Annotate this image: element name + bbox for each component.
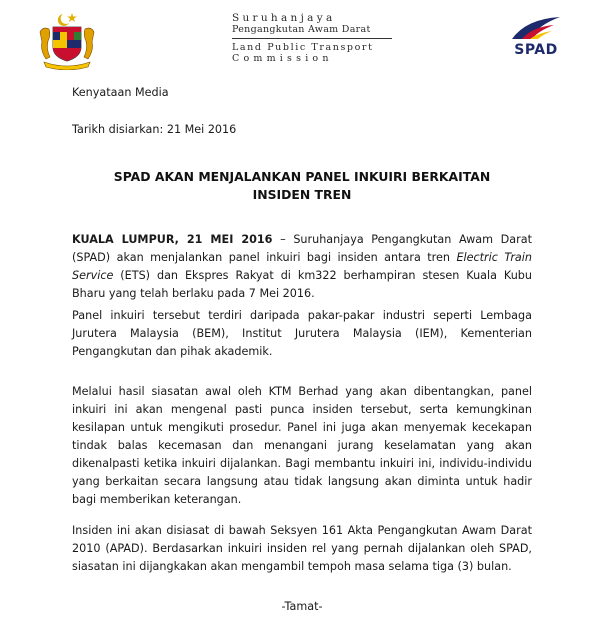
dateline: KUALA LUMPUR, 21 MEI 2016 bbox=[72, 233, 273, 246]
letterhead-line-4: Commission bbox=[232, 53, 333, 64]
letterhead bbox=[232, 12, 402, 64]
paragraph-1-text-a: – Suruhanjaya Pengangkutan Awam Darat (SPAD) akan menjalankan panel inkuiri bagi insiden antara tren bbox=[72, 233, 532, 264]
title-line-2: INSIDEN TREN bbox=[252, 187, 352, 202]
paragraph-1-text-b: (ETS) dan Ekspres Rakyat di km322 berhampiran stesen Kuala Kubu Bharu yang telah berlaku pada 7 Mei 2016. bbox=[72, 269, 532, 300]
letterhead-line-2: Pengangkutan Awam Darat bbox=[232, 24, 371, 35]
paragraph-4: Insiden ini akan disiasat di bawah Seksyen 161 Akta Pengangkutan Awam Darat 2010 (APAD). Berdasarkan inkuiri insiden rel yang pernah dijalankan oleh SPAD, siasatan ini dijangkakan akan mengambil tempoh masa selama tiga (3) bulan. bbox=[72, 524, 532, 573]
end-marker: -Tamat- bbox=[281, 600, 323, 613]
paragraph-2: Panel inkuiri tersebut terdiri daripada pakar-pakar industri seperti Lembaga Jurutera Malaysia (BEM), Institut Jurutera Malaysia (IEM), Kementerian Pengangkutan dan pihak akademik. bbox=[72, 309, 532, 358]
letterhead-divider bbox=[232, 38, 392, 39]
title-line-1: SPAD AKAN MENJALANKAN PANEL INKUIRI BERKAITAN bbox=[113, 169, 491, 184]
spad-logo-text: SPAD bbox=[514, 42, 558, 58]
letterhead-line-1: Suruhanjaya bbox=[232, 12, 336, 24]
press-release-title bbox=[72, 168, 532, 204]
coat-of-arms-logo bbox=[36, 10, 98, 70]
paragraph-1 bbox=[72, 231, 532, 303]
paragraph-3: Melalui hasil siasatan awal oleh KTM Berhad yang akan dibentangkan, panel inkuiri ini akan mengenal pasti punca insiden tersebut, serta kemungkinan kesilapan untuk mengikuti prosedur. Panel ini juga akan menyemak kecekapan tindak balas kecemasan dan menangani jurang keselamatan yang akan dikenalpasti ketika inkuiri dijalankan. Bagi membantu inkuiri ini, individu-individu yang berkaitan secara langsung atau tidak langsung akan diminta untuk hadir bagi memberikan keterangan. bbox=[72, 385, 532, 506]
letterhead-line-3: Land Public Transport bbox=[232, 42, 374, 53]
document-label: Kenyataan Media bbox=[72, 86, 169, 99]
publish-date: Tarikh disiarkan: 21 Mei 2016 bbox=[72, 123, 237, 136]
paragraph-1-italic: Electric Train Service bbox=[72, 251, 532, 282]
